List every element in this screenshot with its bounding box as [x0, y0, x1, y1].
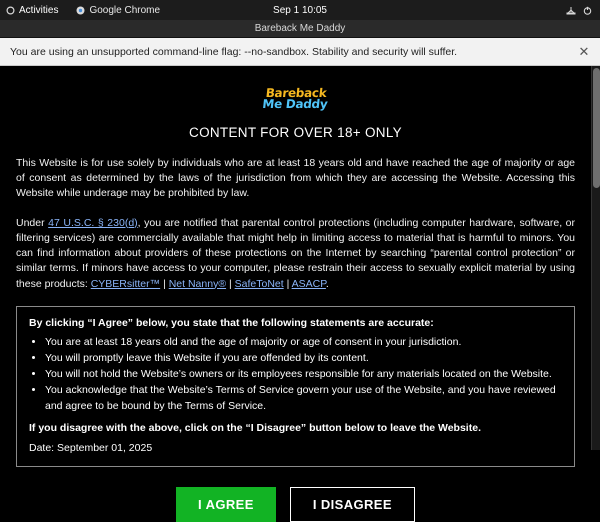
- list-item: • You are at least 18 years old and the age of majority or age of consent in your jurisdiction.: [45, 335, 562, 350]
- status-area[interactable]: [566, 6, 600, 15]
- page-title: CONTENT FOR OVER 18+ ONLY: [189, 125, 402, 140]
- clock[interactable]: Sep 1 10:05: [273, 4, 327, 16]
- page-scrollbar[interactable]: [591, 66, 600, 450]
- active-app-label: Google Chrome: [89, 4, 161, 16]
- window-title: Bareback Me Daddy: [254, 23, 346, 34]
- list-item: • You will promptly leave this Website if you are offended by its content.: [45, 351, 562, 366]
- logo-line-1: Bareback: [265, 86, 328, 100]
- disagree-button[interactable]: I DISAGREE: [290, 487, 415, 522]
- list-item: • You will not hold the Website’s owners or its employees responsible for any materials located on the Website.: [45, 367, 562, 382]
- active-app[interactable]: [76, 5, 160, 16]
- system-top-bar: [0, 0, 600, 20]
- list-item: • You acknowledge that the Website’s Terms of Service govern your use of the Website, and you have reviewed and agree to be bound by the Terms of Service.: [45, 383, 562, 413]
- browser-window: [0, 20, 600, 512]
- agree-button[interactable]: I AGREE: [176, 487, 276, 522]
- age-verification-page: [0, 66, 591, 512]
- filter-link-1[interactable]: Net Nanny®: [168, 277, 227, 290]
- power-icon[interactable]: [583, 6, 592, 15]
- filter-link-2[interactable]: SafeToNet: [234, 277, 284, 290]
- window-titlebar: [0, 20, 600, 38]
- disagree-note: If you disagree with the above, click on the “I Disagree” button below to leave the Website.: [29, 421, 481, 434]
- action-buttons: [16, 487, 575, 522]
- activities-icon: [6, 6, 15, 15]
- top-bar-left: [0, 5, 160, 16]
- statute-link[interactable]: 47 U.S.C. § 230(d): [48, 216, 138, 229]
- parental-paragraph-pre: Under: [16, 216, 49, 229]
- agreement-bullet-list: [45, 335, 562, 414]
- logo-line-2: Me Daddy: [261, 97, 329, 111]
- age-paragraph: This Website is for use solely by individuals who are at least 18 years old and have reached the age of majority or age of consent as determined by the laws of the jurisdiction from which they are accessing the Website. Accessing this Website while underage may be prohibited by law.: [16, 157, 575, 200]
- parental-paragraph-post: , you are notified that parental control protections (including computer hardware, software, or filtering services) are commercially available that might help in limiting access to material that is harmful to minors. You can find information about providers of these protections on the Internet by searching “parental control protection” or similar terms. If minors have access to your computer, please restrain their access to sexually explicit material by using these products:: [16, 216, 576, 290]
- infobar-message: You are using an unsupported command-line flag: --no-sandbox. Stability and security will suffer.: [10, 45, 458, 58]
- command-line-flag-infobar: [0, 38, 600, 66]
- page-viewport: [0, 66, 600, 512]
- filter-link-3[interactable]: ASACP: [291, 277, 326, 290]
- parental-controls-paragraph: [16, 216, 575, 292]
- filter-links: CYBERsitter™ | Net Nanny® | SafeToNet | ASACP.: [90, 277, 329, 290]
- activities-button[interactable]: Activities: [19, 4, 59, 16]
- scrollbar-thumb[interactable]: [593, 68, 600, 188]
- network-icon[interactable]: [566, 6, 575, 15]
- site-logo[interactable]: [16, 88, 575, 113]
- current-date: Date: September 01, 2025: [29, 441, 153, 454]
- close-icon[interactable]: ✕: [578, 43, 590, 59]
- agreement-box: [16, 306, 575, 467]
- chrome-icon: [76, 6, 85, 15]
- filter-link-0[interactable]: CYBERsitter™: [90, 277, 161, 290]
- agreement-intro: By clicking “I Agree” below, you state that the following statements are accurate:: [29, 316, 434, 329]
